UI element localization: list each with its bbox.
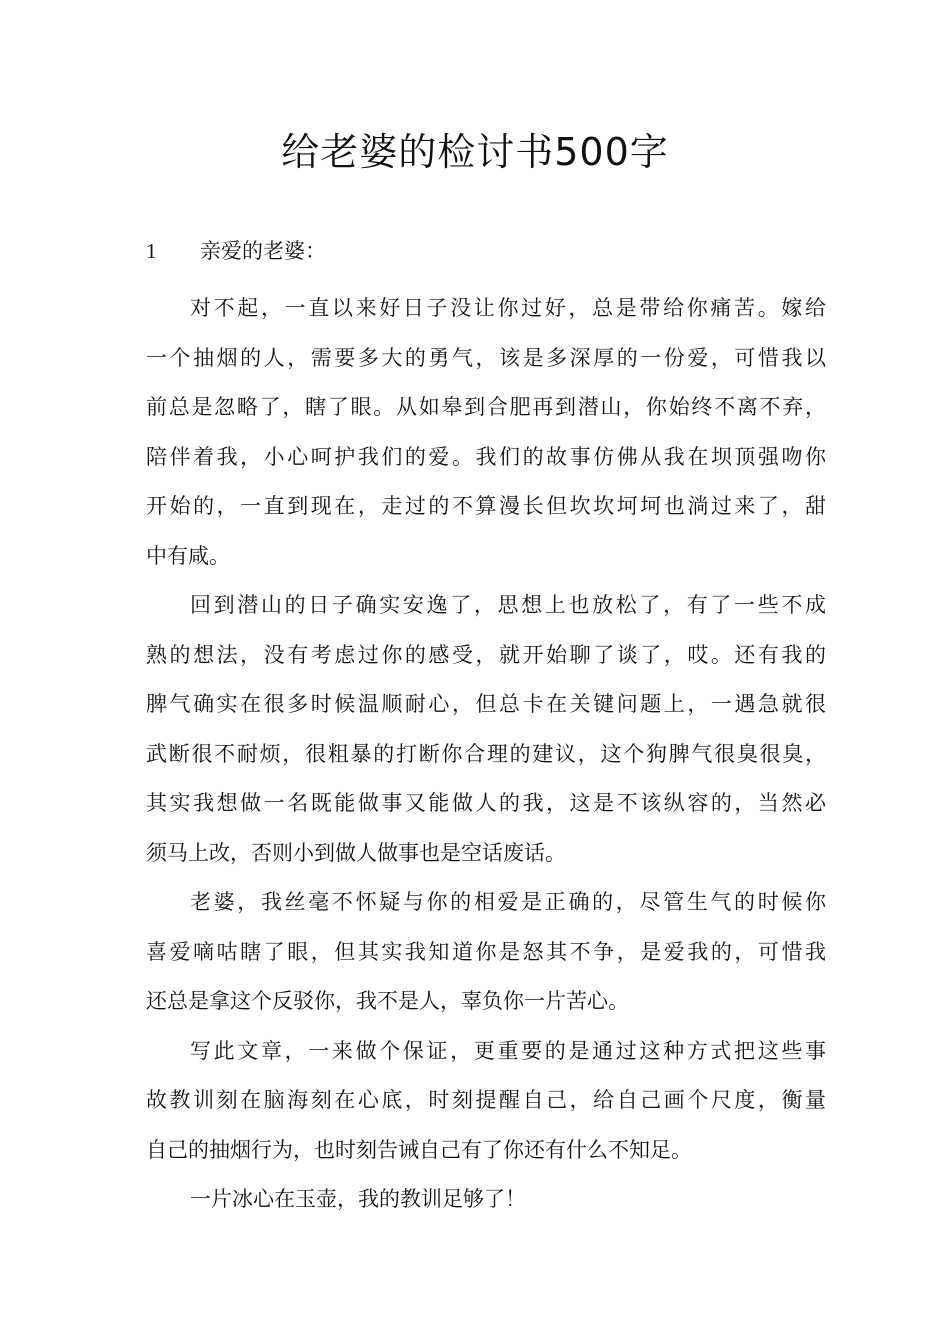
salutation-number: 1 bbox=[146, 239, 157, 263]
paragraph bbox=[146, 581, 829, 878]
text-line: 前总是忽略了，瞎了眼。从如皋到合肥再到潜山，你始终不离不弃， bbox=[146, 395, 828, 419]
text-line: 脾气确实在很多时候温顺耐心，但总卡在关键问题上，一遇急就很 bbox=[146, 692, 829, 716]
text-line: 一个抽烟的人，需要多大的勇气，该是多深厚的一份爱，可惜我以 bbox=[146, 345, 829, 370]
salutation bbox=[146, 233, 326, 269]
text-line: 武断很不耐烦，很粗暴的打断你合理的建议，这个狗脾气很臭很臭， bbox=[146, 741, 828, 766]
text-line: 喜爱嘀咕瞎了眼，但其实我知道你是怒其不争，是爱我的，可惜我 bbox=[146, 939, 829, 964]
text-line: 其实我想做一名既能做事又能做人的我，这是不该纵容的，当然必 bbox=[146, 791, 829, 815]
text-line: 陪伴着我，小心呵护我们的爱。我们的故事仿佛从我在坝顶强吻你 bbox=[146, 444, 829, 469]
text-line: 老婆，我丝毫不怀疑与你的相爱是正确的，尽管生气的时候你 bbox=[190, 890, 829, 914]
paragraph bbox=[146, 1175, 826, 1225]
text-line: 须马上改，否则小到做人做事也是空话废话。 bbox=[146, 840, 566, 865]
text-line: 中有咸。 bbox=[146, 543, 230, 568]
text-line: 一片冰心在玉壶，我的教训足够了！ bbox=[190, 1187, 526, 1211]
text-line: 开始的，一直到现在，走过的不算漫长但坎坎坷坷也淌过来了，甜 bbox=[146, 494, 829, 518]
text-line: 还总是拿这个反驳你，我不是人，辜负你一片苦心。 bbox=[146, 989, 629, 1013]
paragraph bbox=[146, 1027, 829, 1176]
salutation-text: 亲爱的老婆： bbox=[200, 239, 326, 263]
text-line: 回到潜山的日子确实安逸了，思想上也放松了，有了一些不成 bbox=[190, 593, 829, 617]
paragraph bbox=[146, 878, 829, 1027]
text-line: 熟的想法，没有考虑过你的感受，就开始聊了谈了，哎。还有我的 bbox=[146, 642, 829, 667]
text-line: 对不起，一直以来好日子没让你过好，总是带给你痛苦。嫁给 bbox=[190, 296, 829, 320]
text-line: 自己的抽烟行为，也时刻告诫自己有了你还有什么不知足。 bbox=[146, 1137, 692, 1162]
text-line: 写此文章，一来做个保证，更重要的是通过这种方式把这些事 bbox=[190, 1038, 829, 1063]
paragraph bbox=[146, 284, 829, 581]
document-title: 给老婆的检讨书500字 bbox=[281, 130, 669, 174]
text-line: 故教训刻在脑海刻在心底，时刻提醒自己，给自己画个尺度，衡量 bbox=[146, 1088, 829, 1112]
document-body bbox=[146, 284, 829, 1225]
